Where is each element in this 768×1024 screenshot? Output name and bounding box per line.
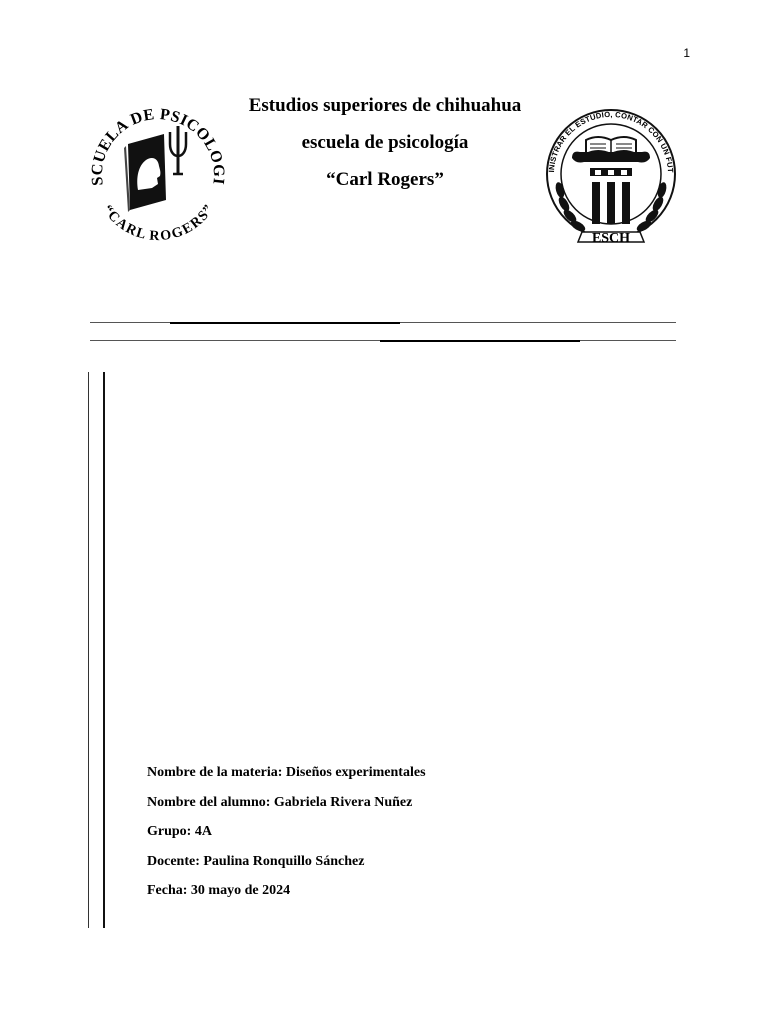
svg-text:“CARL ROGERS” (99, 203, 217, 242)
school-subtitle: “Carl Rogers” (326, 169, 444, 190)
header-divider-bottom-accent (380, 340, 580, 342)
subject-name: Nombre de la materia: Diseños experimentales (147, 765, 426, 780)
book-head-psi-icon (86, 92, 228, 242)
book-column-laurel-icon (542, 92, 680, 250)
psychology-school-logo (86, 92, 228, 242)
logo-right-monogram: ESCH (591, 231, 631, 246)
group: Grupo: 4A (147, 824, 212, 839)
teacher-name: Docente: Paulina Ronquillo Sánchez (147, 853, 365, 869)
left-vertical-rule-inner (103, 372, 105, 928)
logo-left-arc-bottom: “CARL ROGERS” (99, 202, 217, 242)
header-title-block (220, 92, 550, 203)
logo-left-arc-top: SCUELA DE PSICOLOGI (88, 106, 228, 187)
institution-name: Estudios superiores de chihuahua (248, 95, 522, 116)
student-info-block (147, 763, 647, 911)
date: Fecha: 30 mayo de 2024 (147, 883, 291, 898)
logo-right-motto: INISTRAR EL ESTUDIO, CONTAR CON UN FUT (547, 109, 676, 174)
page-number: 1 (683, 46, 690, 60)
header-divider-top-accent (170, 322, 400, 324)
left-vertical-rule (88, 372, 89, 928)
esch-seal-logo (542, 92, 680, 250)
school-name: escuela de psicología (301, 132, 469, 153)
student-name: Nombre del alumno: Gabriela Rivera Nuñez (147, 794, 413, 810)
